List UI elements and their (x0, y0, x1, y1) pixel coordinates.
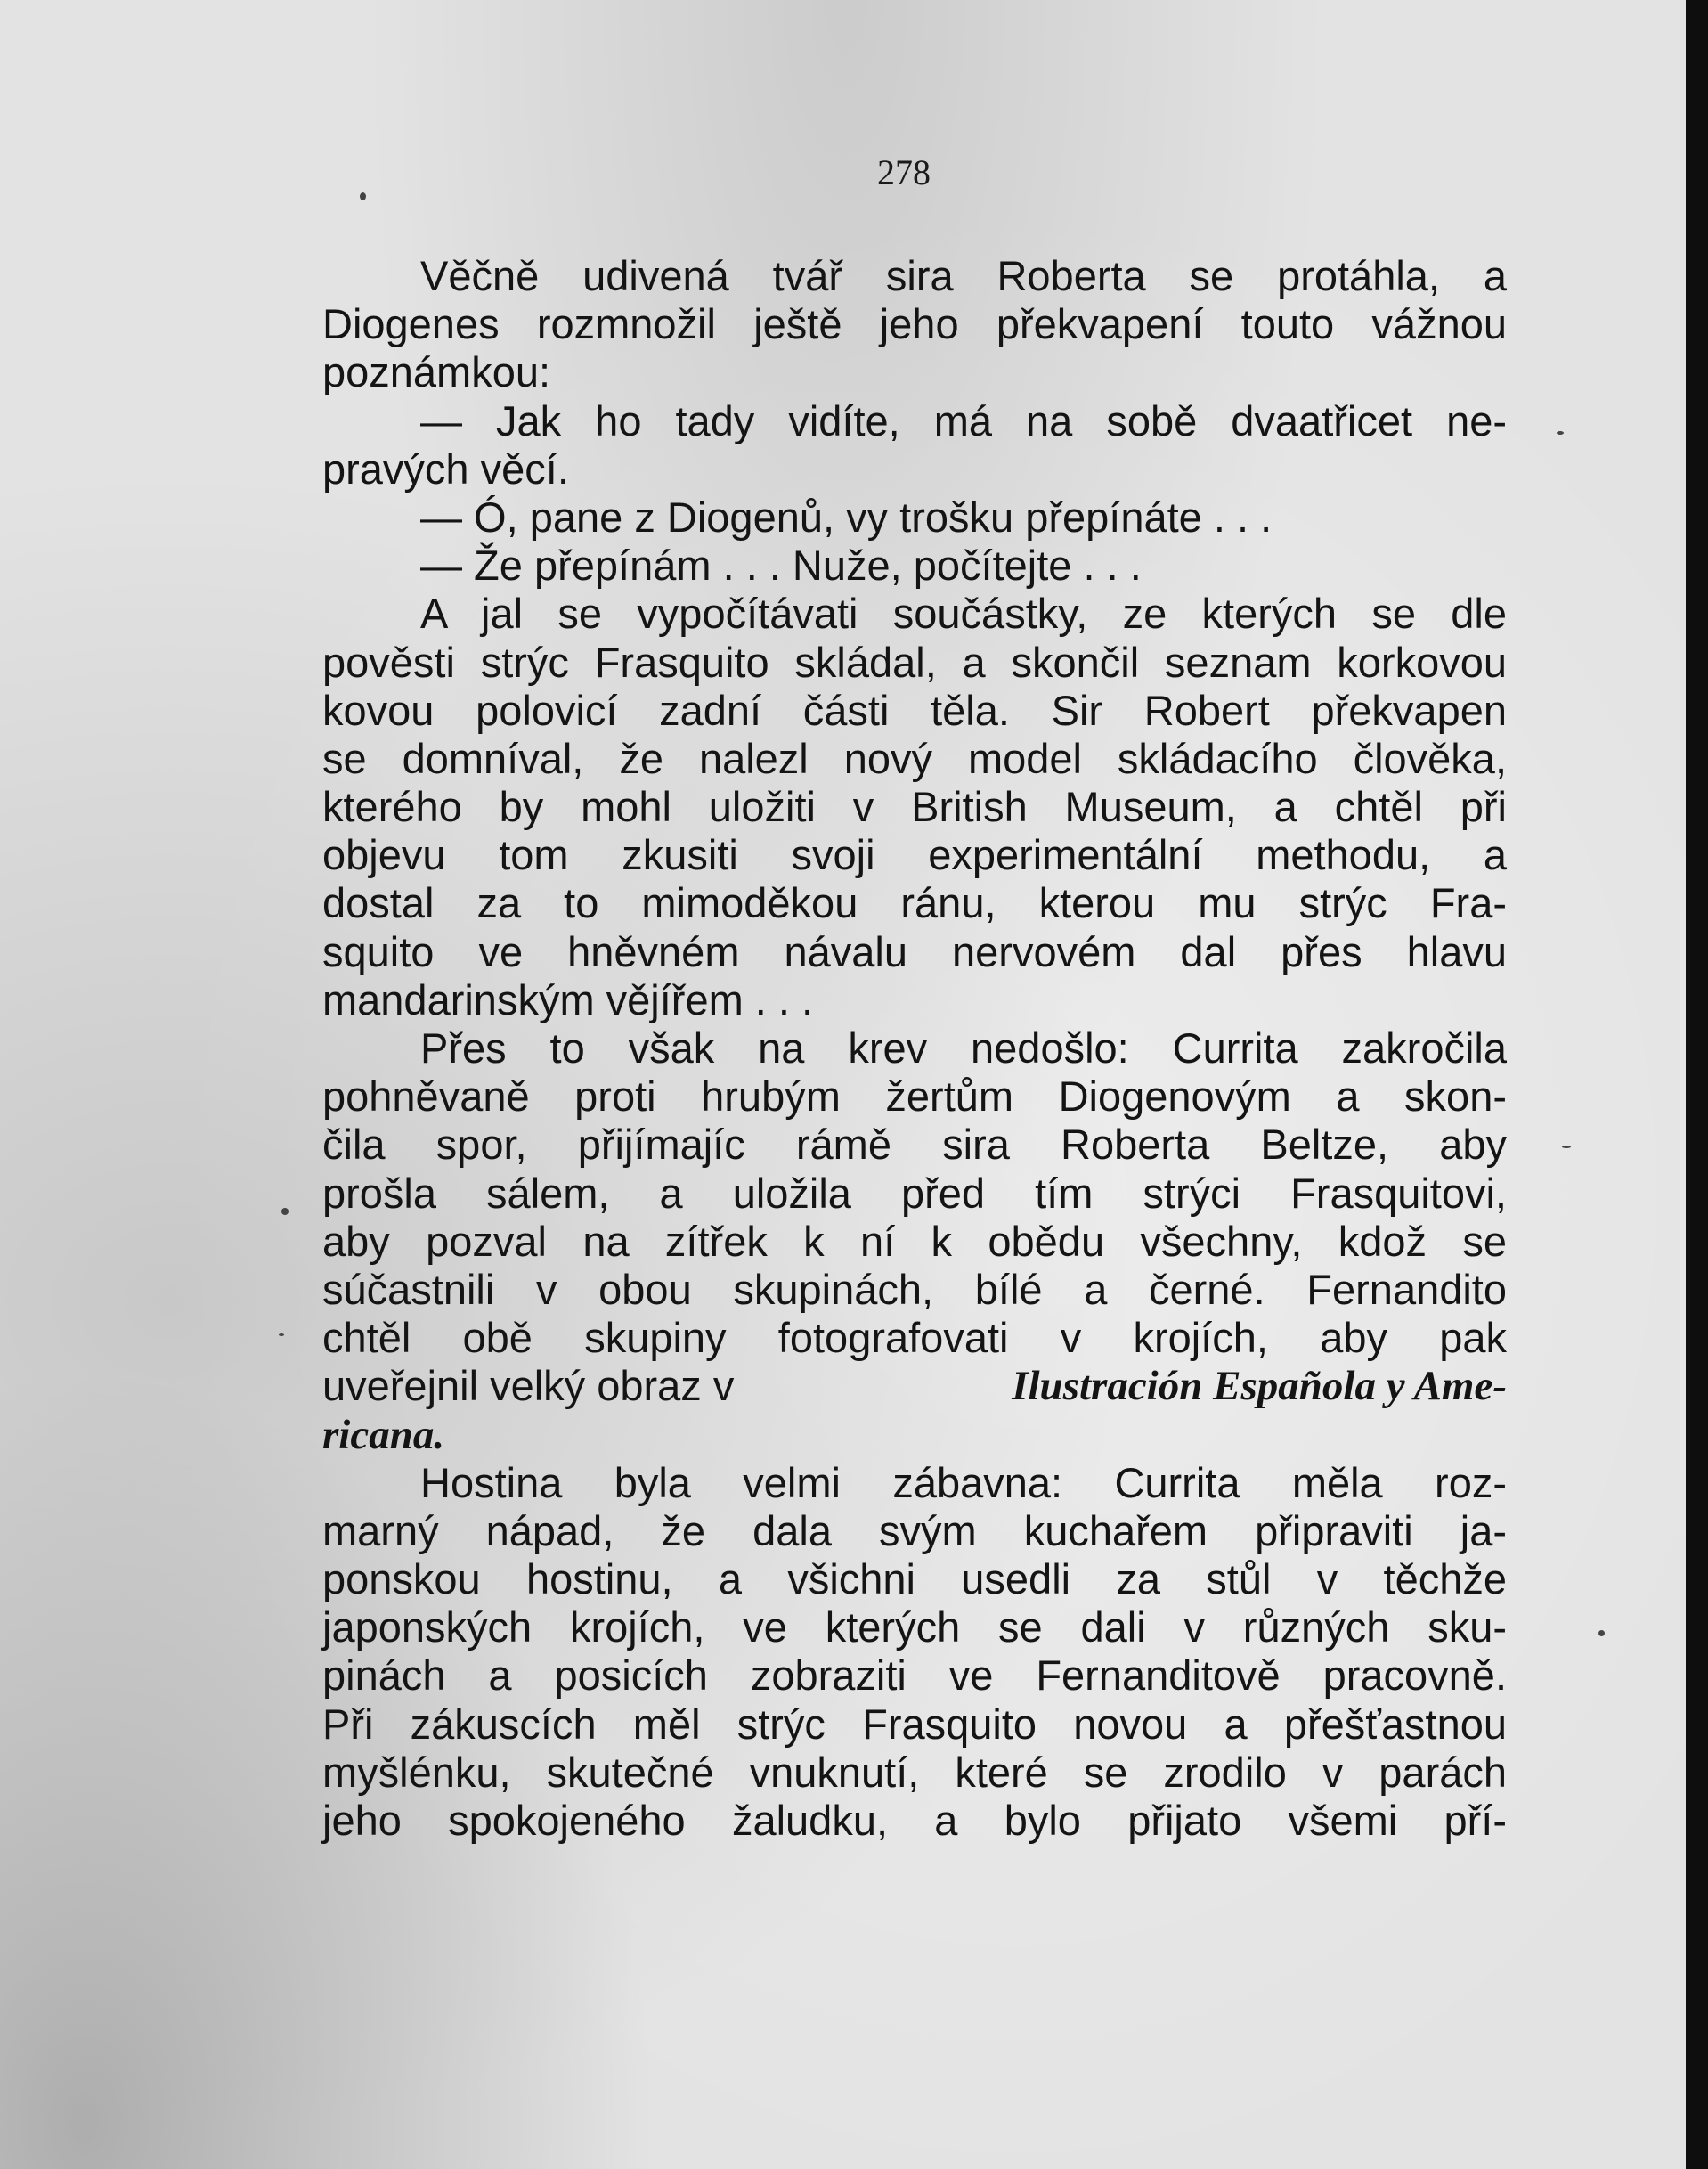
scan-speck (279, 1333, 284, 1336)
text-line: Věčně udivená tvář sira Roberta se protáhla, a (420, 252, 1507, 299)
text-line-segment: uveřejnil velký obraz v (322, 1362, 735, 1410)
scan-border (1686, 0, 1708, 2169)
text-line: prošla sálem, a uložila před tím strýci Frasquitovi, (322, 1169, 1507, 1217)
text-line: pohněvaně proti hrubým žertům Diogenovým a skon- (322, 1072, 1507, 1121)
scan-speck (360, 192, 366, 200)
scan-speck (1598, 1630, 1605, 1636)
text-line: kterého by mohl uložiti v British Museum, a chtěl při (322, 783, 1507, 831)
text-line: kovou polovicí zadní části těla. Sir Robert překvapen (322, 686, 1507, 734)
text-line: Při zákuscích měl strýc Frasquito novou a přešťastnou (322, 1700, 1507, 1748)
text-line: myšlénku, skutečné vnuknutí, které se zrodilo v parách (322, 1748, 1507, 1796)
text-line: ponskou hostinu, a všichni usedli za stůl v těchže (322, 1555, 1507, 1603)
text-line: Přes to však na krev nedošlo: Currita zakročila (420, 1024, 1507, 1072)
text-line: objevu tom zkusiti svoji experimentální methodu, a (322, 831, 1507, 879)
text-line: mandarinským vějířem . . . (322, 975, 814, 1023)
text-line: Hostina byla velmi zábavna: Currita měla roz- (420, 1458, 1507, 1506)
body-text (322, 252, 1507, 1845)
text-line: dostal za to mimoděkou ránu, kterou mu strýc Fra- (322, 879, 1507, 927)
italic-title: Ilustración Española y Ame- (1012, 1363, 1507, 1410)
scan-speck (281, 1208, 289, 1215)
text-line: chtěl obě skupiny fotografovati v krojích, aby pak (322, 1314, 1507, 1362)
text-line: — Že přepínám . . . Nuže, počítejte . . . (420, 542, 1142, 590)
scan-speck (1562, 1146, 1571, 1148)
text-line: jeho spokojeného žaludku, a bylo přijato všemi pří- (322, 1797, 1507, 1844)
text-line: pověsti strýc Frasquito skládal, a skončil seznam korkovou (322, 638, 1507, 686)
text-line: pravých věcí. (322, 444, 569, 493)
text-line: čila spor, přijímajíc rámě sira Roberta Beltze, aby (322, 1121, 1507, 1169)
text-line: pinách a posicích zobraziti ve Fernanditově pracovně. (322, 1651, 1507, 1700)
text-line: aby pozval na zítřek k ní k obědu všechny, kdož se (322, 1217, 1507, 1265)
page-number: 278 (877, 152, 931, 192)
text-line: Diogenes rozmnožil ještě jeho překvapení touto vážnou (322, 300, 1507, 348)
text-line: marný nápad, že dala svým kuchařem připraviti ja- (322, 1506, 1507, 1554)
text-line: se domníval, že nalezl nový model skládacího člověka, (322, 734, 1507, 782)
scan-speck (1557, 431, 1564, 435)
italic-title-end: ricana. (322, 1411, 445, 1458)
text-line: — Ó, pane z Diogenů, vy trošku přepínáte . . . (420, 493, 1273, 541)
text-line: japonských krojích, ve kterých se dali v různých sku- (322, 1603, 1507, 1651)
text-line: poznámkou: (322, 348, 551, 396)
text-line: súčastnili v obou skupinách, bílé a černé. Fernandito (322, 1265, 1507, 1313)
text-line (322, 1362, 1507, 1410)
text-line: — Jak ho tady vidíte, má na sobě dvaatřicet ne- (420, 396, 1507, 444)
text-line: squito ve hněvném návalu nervovém dal přes hlavu (322, 927, 1507, 975)
text-line: A jal se vypočítávati součástky, ze kterých se dle (420, 590, 1507, 638)
